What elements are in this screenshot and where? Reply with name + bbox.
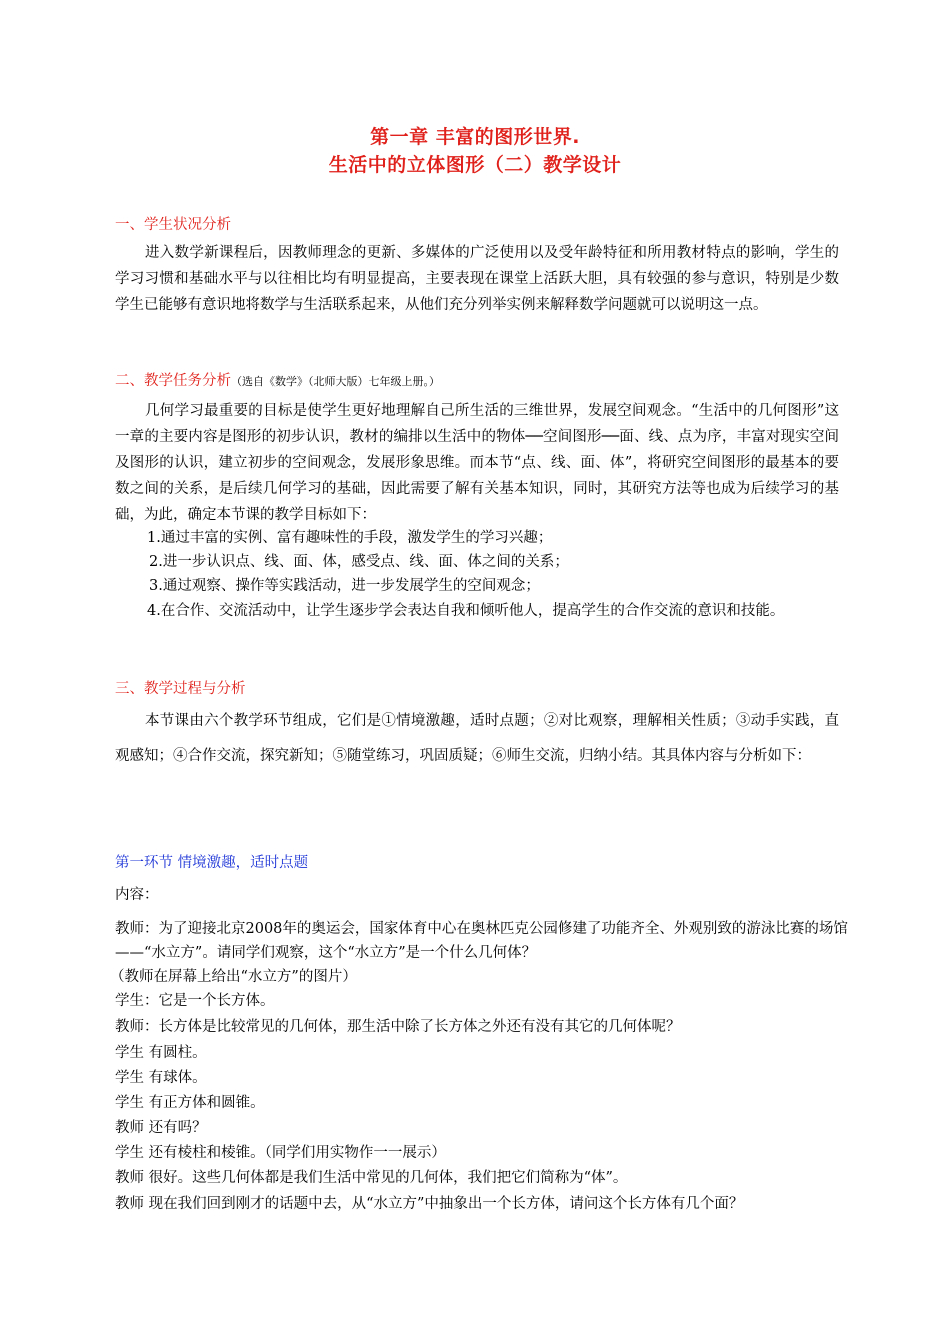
dialogue-line-4: 教师：长方体是比较常见的几何体，那生活中除了长方体之外还有没有其它的几何体呢？ [115, 1019, 681, 1035]
dialogue-line-10: 教师 很好。这些几何体都是我们生活中常见的几何体，我们把它们简称为“体”。 [115, 1170, 628, 1186]
dialogue-line-3: 学生：它是一个长方体。 [115, 993, 275, 1009]
section2-paragraph: 几何学习最重要的目标是使学生更好地理解自己所生活的三维世界，发展空间观念。“生活中的几何图形”这一章的主要内容是图形的初步认识，教材的编排以生活中的物体──空间图形──面、线、点为序，丰富对现实空间及图形的认识，建立初步的空间观念，发展形象思维。而本节“点、线、面、体”，将研究空间图形的最基本的要数之间的关系，是后续几何学习的基础，因此需要了解有关基本知识，同时，其研究方法等也成为后续学习的基础，为此，确定本节课的教学目标如下： [115, 403, 839, 523]
dialogue-line-6: 学生 有球体。 [115, 1070, 207, 1086]
section3-paragraph: 本节课由六个教学环节组成，它们是①情境激趣，适时点题；②对比观察，理解相关性质；③动手实践，直观感知；④合作交流，探究新知；⑤随堂练习，巩固质疑；⑥师生交流，归纳小结。其具体内容与分析如下： [115, 713, 839, 764]
section2-heading [115, 369, 440, 390]
section1-paragraph: 进入数学新课程后，因教师理念的更新、多媒体的广泛使用以及受年龄特征和所用教材特点的影响，学生的学习习惯和基础水平与以往相比均有明显提高，主要表现在课堂上活跃大胆，具有较强的参与意识，特别是少数学生已能够有意识地将数学与生活联系起来，从他们充分列举实例来解释数学问题就可以说明这一点。 [115, 245, 839, 313]
dialogue-line-1: 教师：为了迎接北京2008年的奥运会，国家体育中心在奥林匹克公园修建了功能齐全、外观别致的游泳比赛的场馆——“水立方”。请同学们观察，这个“水立方”是一个什么几何体？ [115, 921, 848, 961]
goal-item-2: 2.进一步认识点、线、面、体，感受点、线、面、体之间的关系； [149, 554, 569, 570]
dialogue-line-7: 学生 有正方体和圆锥。 [115, 1095, 265, 1111]
goal-item-4: 4.在合作、交流活动中，让学生逐步学会表达自我和倾听他人，提高学生的合作交流的意识和技能。 [147, 603, 785, 619]
dialogue-line-11: 教师 现在我们回到刚才的话题中去，从“水立方”中抽象出一个长方体，请问这个长方体有几个面？ [115, 1196, 744, 1212]
dialogue-line-5: 学生 有圆柱。 [115, 1045, 207, 1061]
dialogue-line-8: 教师 还有吗？ [115, 1120, 207, 1136]
goal-item-1: 1.通过丰富的实例、富有趣味性的手段，激发学生的学习兴趣； [147, 530, 553, 546]
document-title-line1: 第一章 丰富的图形世界. [370, 126, 580, 148]
dialogue-line-2: （教师在屏幕上给出“水立方”的图片） [110, 969, 357, 985]
goal-item-3: 3.通过观察、操作等实践活动，进一步发展学生的空间观念； [149, 578, 540, 594]
section2-heading-note: （选自《数学》（北师大版）七年级上册。） [231, 375, 440, 388]
stage1-content-label: 内容： [115, 887, 159, 903]
document-title-line2: 生活中的立体图形（二）教学设计 [328, 154, 622, 176]
section1-heading: 一、学生状况分析 [115, 217, 231, 233]
section2-heading-text: 二、教学任务分析 [115, 373, 231, 389]
section3-heading: 三、教学过程与分析 [115, 681, 246, 697]
stage1-heading: 第一环节 情境激趣，适时点题 [115, 855, 309, 871]
dialogue-line-9: 学生 还有棱柱和棱锥。（同学们用实物作一一展示） [115, 1145, 446, 1161]
